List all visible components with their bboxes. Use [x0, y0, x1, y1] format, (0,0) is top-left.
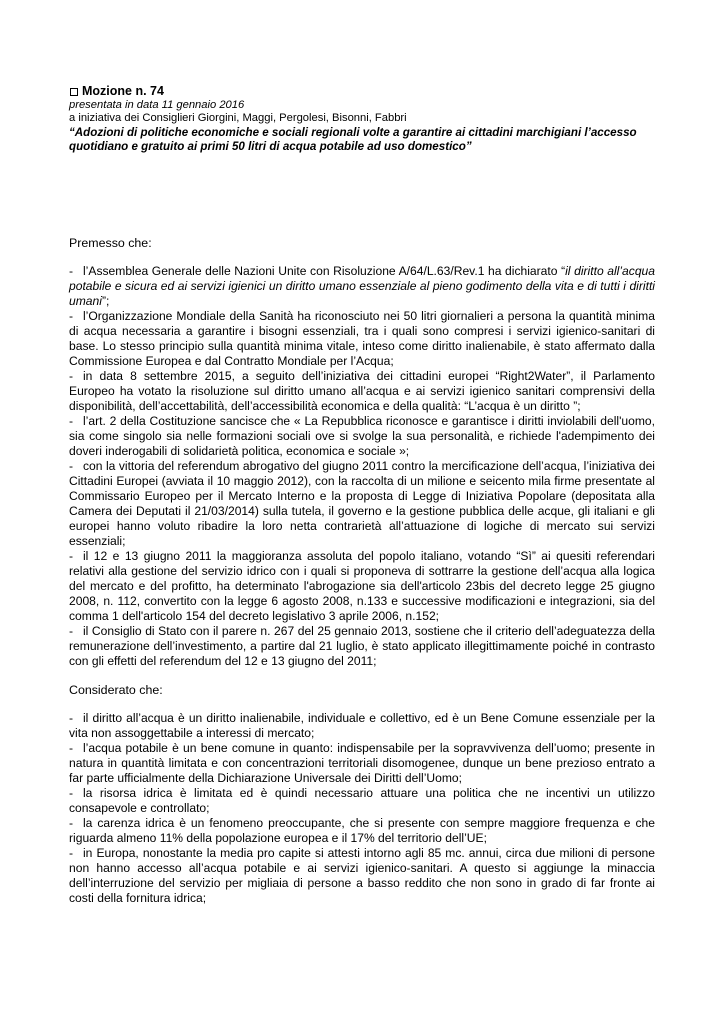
premesso-item	[69, 309, 655, 369]
list-dash: -	[69, 815, 74, 830]
list-dash: -	[69, 740, 74, 755]
list-dash: -	[69, 413, 74, 428]
item-text: il diritto all’acqua è un diritto inalienabile, individuale e collettivo, ed è un Bene Comune essenziale per la vita non assoggettabile a interessi di mercato;	[69, 710, 655, 740]
considerato-item	[69, 846, 655, 906]
list-dash: -	[69, 308, 74, 323]
premesso-item	[69, 414, 655, 459]
list-dash: -	[69, 458, 74, 473]
checkbox-icon	[70, 88, 78, 96]
list-dash: -	[69, 623, 74, 638]
item-text: il Consiglio di Stato con il parere n. 267 del 25 gennaio 2013, sostiene che il criterio dell’adeguatezza della remunerazione dell’investimento, a partire dal 21 luglio, è stato applicato illegittimamente poiché in contrasto con gli effetti del referendum del 12 e 13 giugno del 2011;	[69, 623, 655, 668]
item-text: la risorsa idrica è limitata ed è quindi necessario attuare una politica che ne incentivi un utilizzo consapevole e controllato;	[69, 785, 655, 815]
considerato-item	[69, 711, 655, 741]
premesso-item	[69, 264, 655, 309]
list-dash: -	[69, 785, 74, 800]
item-text: l’Organizzazione Mondiale della Sanità ha riconosciuto nei 50 litri giornalieri a persona la quantità minima di acqua necessaria a garantire i bisogni essenziali, tra i quali sono compresi i servizi igienico-sanitari di base. Lo stesso principio sulla quantità minima vitale, inteso come diritto inalienabile, è stato affermato dalla Commissione Europea e dal Contratto Mondiale per l’Acqua;	[69, 308, 655, 368]
considerato-item	[69, 786, 655, 816]
item-text-end: ”;	[101, 293, 110, 308]
item-text: in data 8 settembre 2015, a seguito dell’iniziativa dei cittadini europei “Right2Water”, il Parlamento Europeo ha votato la risoluzione sul diritto umano all’acqua e ai servizi igienico sanitari comprensivi della disponibilità, dell’accettabilità, dell’accessibilità economica e della qualità: “L’acqua è un diritto ”;	[69, 368, 655, 413]
motion-initiative: a iniziativa dei Consiglieri Giorgini, Maggi, Pergolesi, Bisonni, Fabbri	[69, 112, 407, 124]
premesso-item	[69, 549, 655, 624]
considerato-list	[69, 711, 655, 906]
motion-title-text: Mozione n. 74	[82, 84, 164, 98]
motion-subject: “Adozioni di politiche economiche e sociali regionali volte a garantire ai cittadini marchigiani l’accesso quotidiano e gratuito ai primi 50 litri di acqua potabile ad uso domestico”	[69, 125, 637, 153]
list-dash: -	[69, 548, 74, 563]
list-dash: -	[69, 845, 74, 860]
premesso-list	[69, 264, 655, 669]
premesso-heading: Premesso che:	[69, 235, 152, 250]
item-text: il 12 e 13 giugno 2011 la maggioranza assoluta del popolo italiano, votando “Sì” ai quesiti referendari relativi alla gestione del servizio idrico con i quali si proponeva di sottrarre la gestione dell’acqua alla logica del mercato e del profitto, ha determinato l'abrogazione sia dell'articolo 23bis del decreto legge 25 giugno 2008, n. 112, convertito con la legge 6 agosto 2008, n.133 e successive modificazioni e integrazioni, sia del comma 1 dell'articolo 154 del decreto legislativo 3 aprile 2006, n.152;	[69, 548, 655, 623]
item-text: in Europa, nonostante la media pro capite si attesti intorno agli 85 mc. annui, circa due milioni di persone non hanno accesso all’acqua potabile e ai servizi igienico-sanitari. A questo si aggiunge la minaccia dell’interruzione del servizio per migliaia di persone a basso reddito che non sono in grado di far fronte ai costi della fornitura idrica;	[69, 845, 655, 905]
item-text: l’Assemblea Generale delle Nazioni Unite con Risoluzione A/64/L.63/Rev.1 ha dichiarato “	[83, 263, 566, 278]
item-text: la carenza idrica è un fenomeno preoccupante, che si presente con sempre maggiore frequenza e che riguarda almeno 11% della popolazione europea e il 17% del territorio dell’UE;	[69, 815, 655, 845]
motion-title	[69, 85, 655, 99]
considerato-item	[69, 741, 655, 786]
item-text: l’art. 2 della Costituzione sancisce che « La Repubblica riconosce e garantisce i diritti inviolabili dell'uomo, sia come singolo sia nelle formazioni sociali ove si svolge la sua personalità, e richiede l'adempimento dei doveri inderogabili di solidarietà politica, economica e sociale »;	[69, 413, 655, 458]
item-text: con la vittoria del referendum abrogativo del giugno 2011 contro la mercificazione dell’acqua, l’iniziativa dei Cittadini Europei (avviata il 10 maggio 2012), con la raccolta di un milione e seicento mila firme presentate al Commissario Europeo per il Mercato Interno e la proposta di Legge di Iniziativa Popolare (depositata alla Camera dei Deputati il 21/03/2014) sulla tutela, il governo e la gestione pubblica delle acque, gli italiani e gli europei hanno voluto ribadire la loro netta contrarietà all’attuazione di logiche di mercato sui servizi essenziali;	[69, 458, 655, 548]
considerato-heading: Considerato che:	[69, 682, 163, 697]
item-text: l’acqua potabile è un bene comune in quanto: indispensabile per la sopravvivenza dell’uomo; presente in natura in quantità limitata e con concentrazioni territoriali disomogenee, dunque un bene prezioso entrato a far parte ufficialmente della Dichiarazione Universale dei Diritti dell’Uomo;	[69, 740, 655, 785]
item-quote-italic: il diritto all’acqua potabile e sicura ed ai servizi igienici un diritto umano essenziale al pieno godimento della vita e di tutti i diritti umani	[69, 263, 656, 308]
considerato-item	[69, 816, 655, 846]
document-page	[69, 85, 655, 906]
premesso-item	[69, 459, 655, 549]
motion-date: presentata in data 11 gennaio 2016	[69, 98, 245, 111]
list-dash: -	[69, 263, 74, 278]
list-dash: -	[69, 368, 74, 383]
premesso-item	[69, 369, 655, 414]
list-dash: -	[69, 710, 74, 725]
premesso-item	[69, 624, 655, 669]
motion-header	[69, 85, 655, 154]
